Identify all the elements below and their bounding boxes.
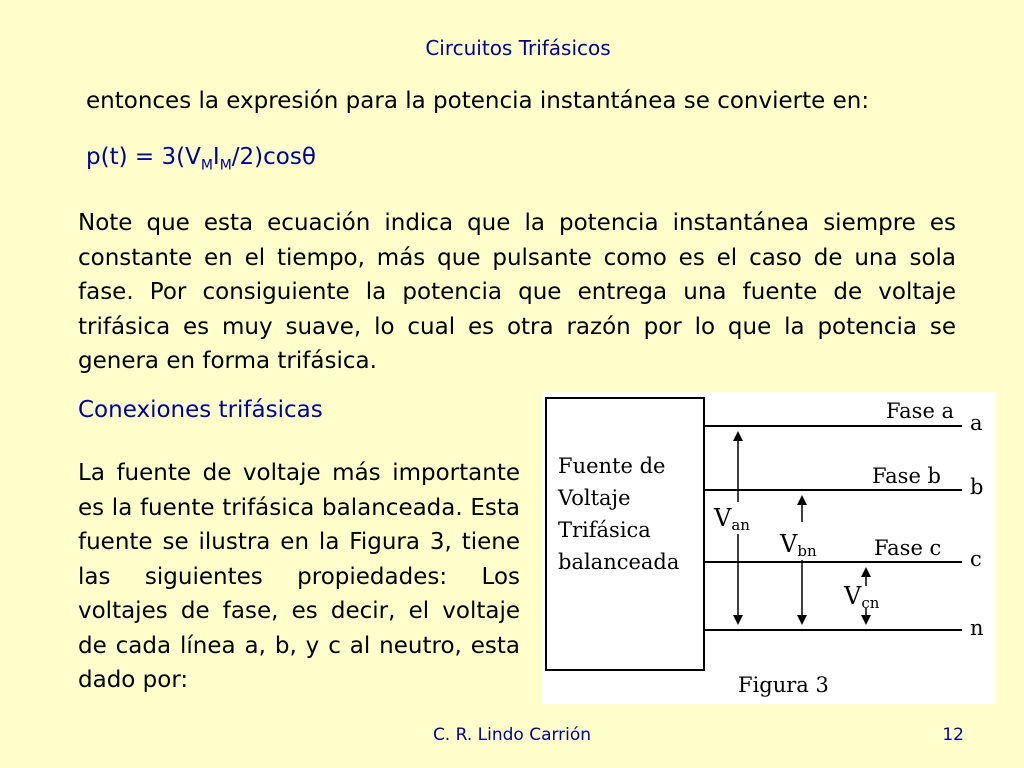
label-vcn: Vcn [844, 582, 880, 612]
label-phase-a: Fase a [886, 399, 955, 423]
page-number: 12 [942, 725, 964, 745]
source-label-line-4: balanceada [558, 550, 680, 574]
slide-title: Circuitos Trifásicos [425, 36, 611, 60]
footer-author: C. R. Lindo Carrión [432, 725, 592, 745]
paragraph-note: Note que esta ecuación indica que la potencia instantánea siempre es constante en el tiempo, más que pulsante como es el caso de una sola fase. Por consiguiente la potencia que entrega una fuente de voltaje trifásica es muy suave, lo cual es otra razón por lo que la potencia se genera en forma trifásica. [78, 210, 956, 374]
node-b: b [970, 475, 984, 499]
node-a: a [970, 411, 983, 435]
section-heading: Conexiones trifásicas [78, 397, 323, 423]
intro-text: entonces la expresión para la potencia instantánea se convierte en: [86, 88, 870, 114]
figure-3-diagram [542, 392, 996, 704]
formula-suffix: /2)cosθ [231, 144, 316, 170]
source-label-line-3: Trifásica [558, 518, 651, 542]
label-phase-b: Fase b [872, 464, 941, 488]
formula-prefix: p(t) = 3(V [86, 144, 201, 170]
label-vbn: Vbn [780, 530, 817, 560]
formula-sub-vm: M [200, 157, 213, 174]
source-label-line-1: Fuente de [558, 454, 666, 478]
label-phase-c: Fase c [874, 536, 942, 560]
node-n: n [970, 616, 984, 640]
formula-sub-im: M [219, 157, 232, 174]
figure-caption: Figura 3 [738, 673, 829, 697]
source-label-line-2: Voltaje [558, 486, 631, 510]
label-van: Van [714, 504, 750, 534]
paragraph-source: La fuente de voltaje más importante es la fuente trifásica balanceada. Esta fuente se ilustra en la Figura 3, tiene las siguientes propiedades: Los voltajes de fase, es decir, el voltaje de cada línea a, b, y c al neutro, esta dado por: [78, 460, 520, 693]
formula-mid: I [212, 144, 220, 170]
power-formula [86, 144, 316, 174]
three-phase-source-diagram [542, 392, 996, 704]
node-c: c [970, 547, 982, 571]
